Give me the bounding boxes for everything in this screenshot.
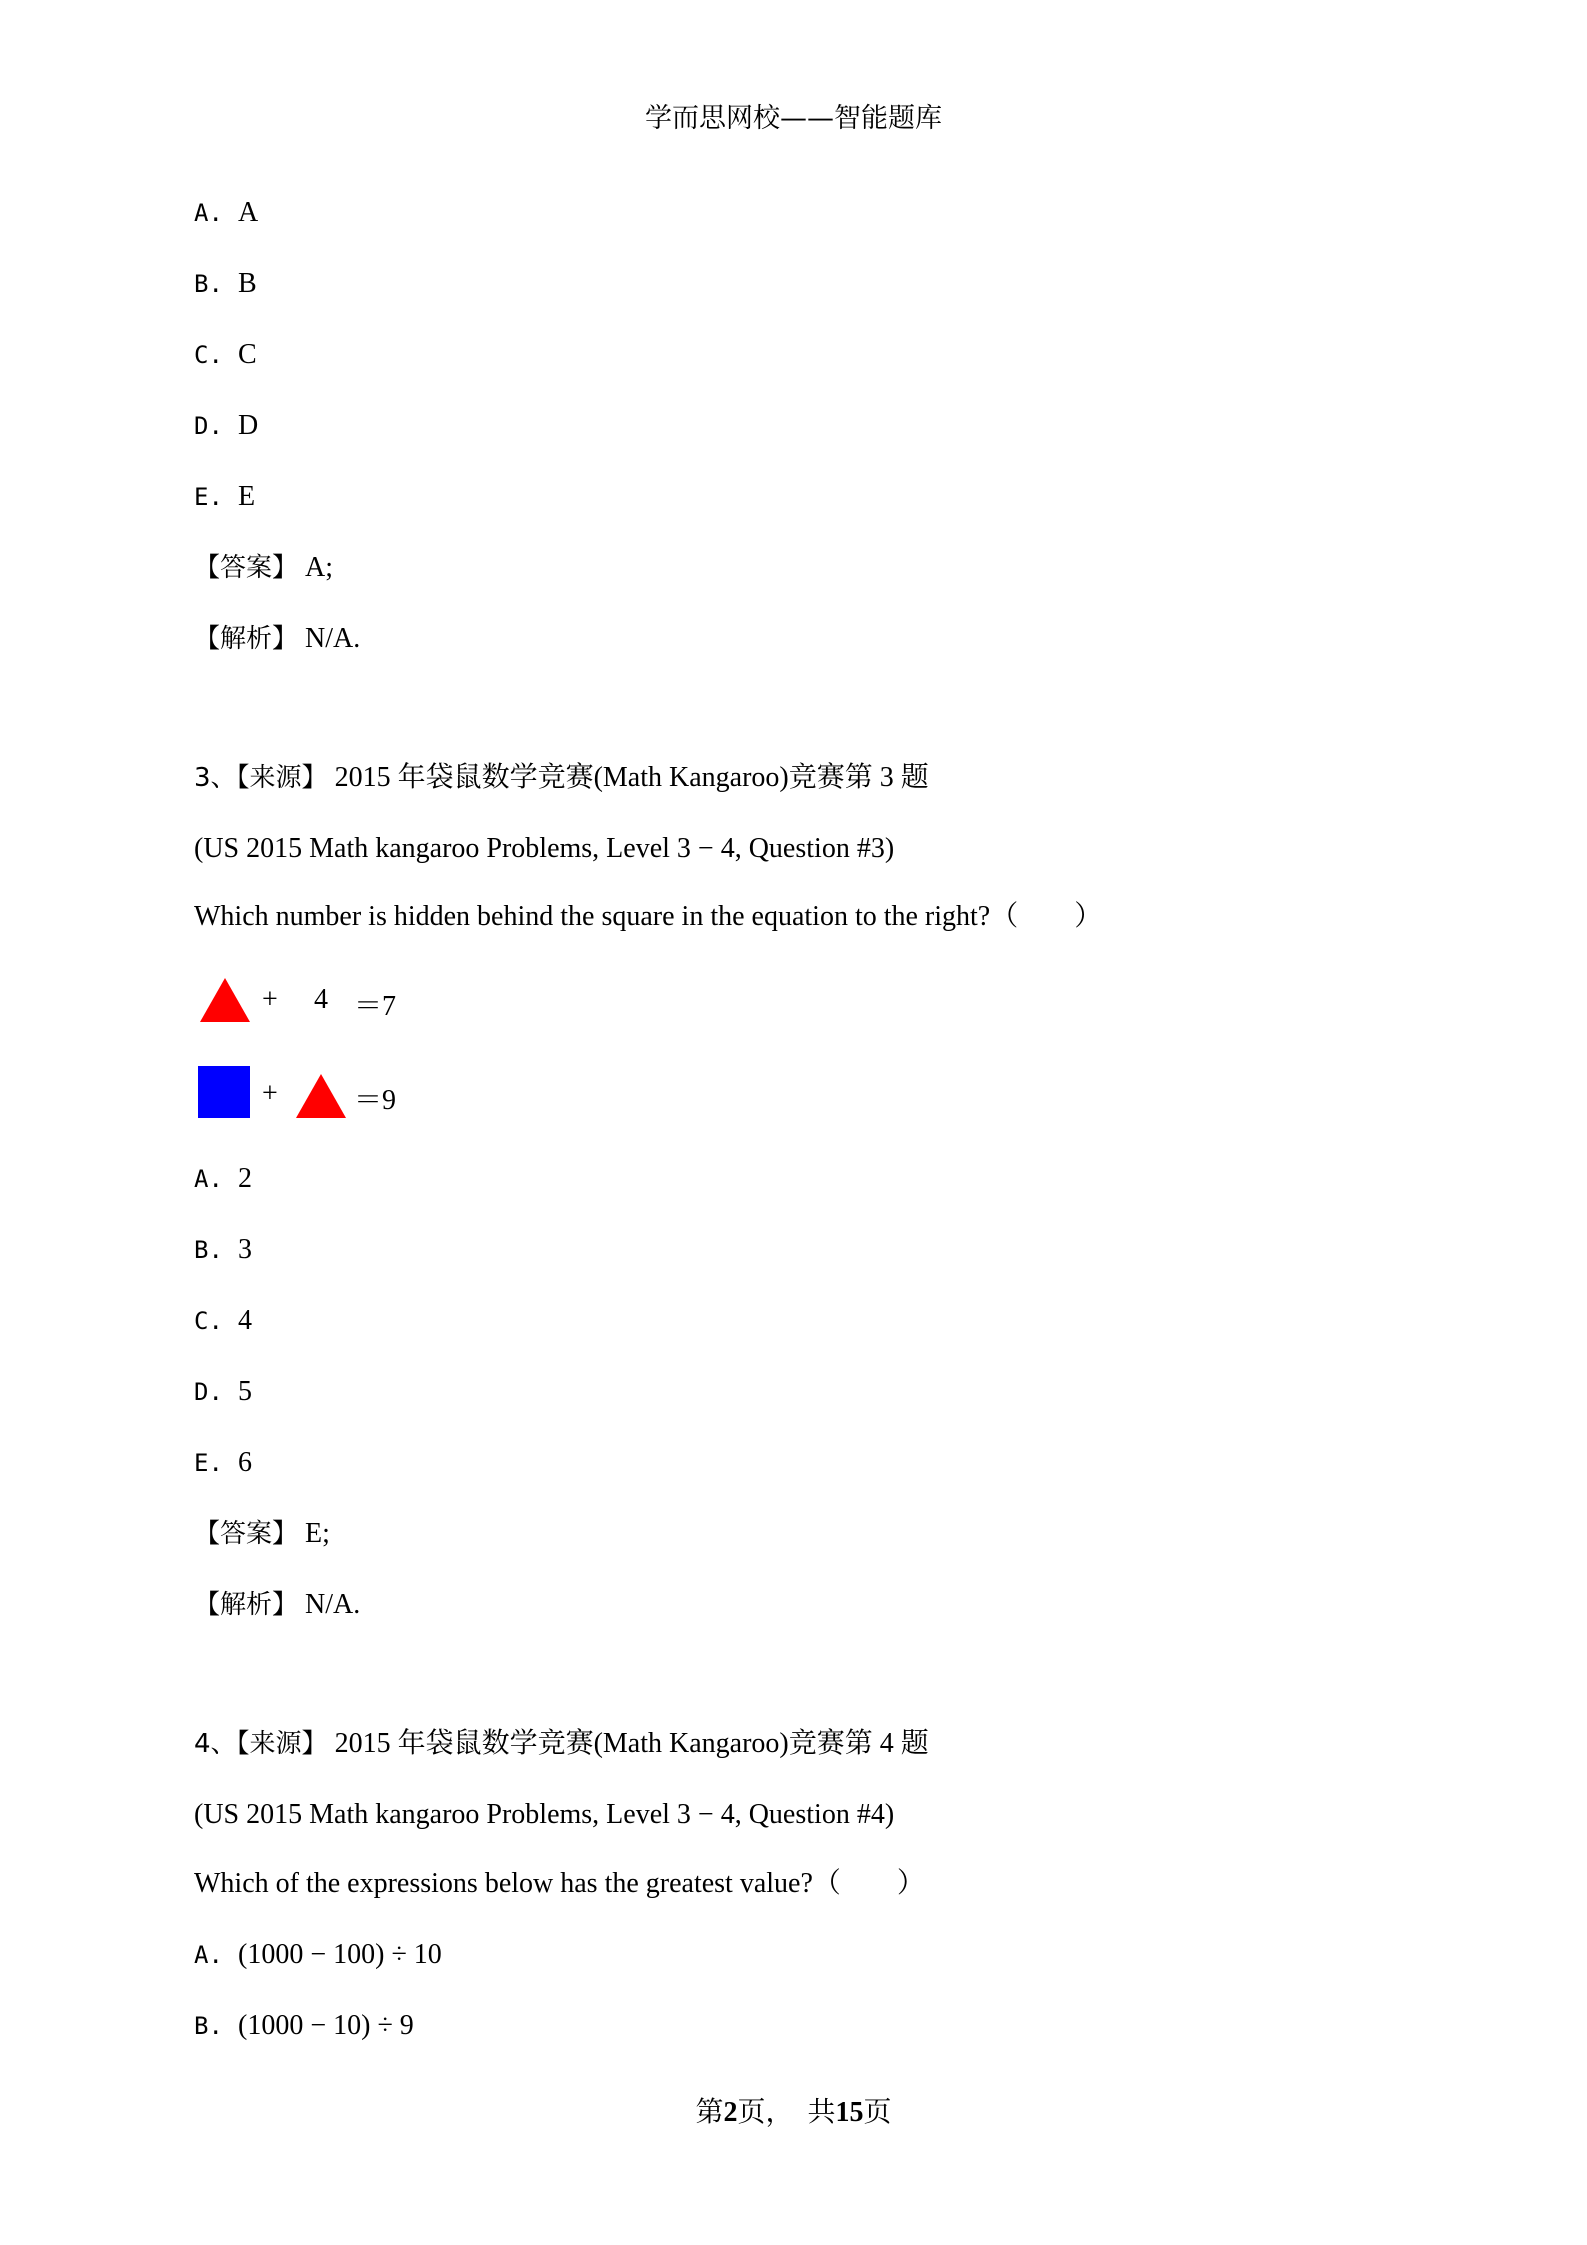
q2-analysis: 【解析】 N/A. <box>194 623 361 654</box>
q4-source: 4、【来源】 2015 年袋鼠数学竞赛(Math Kangaroo)竞赛第 4 题 <box>194 1728 929 1759</box>
q3-equation-2 <box>194 1066 494 1126</box>
page-header: 学而思网校——智能题库 <box>645 103 942 134</box>
q4-question: Which of the expressions below has the greatest value?（ ） <box>194 1868 925 1899</box>
q3-option-a: A. 2 <box>194 1163 252 1194</box>
q3-option-d: D. 5 <box>194 1376 252 1407</box>
plus-sign: + <box>262 984 278 1015</box>
q2-option-d: D. D <box>194 410 259 441</box>
equals-result: ＝7 <box>354 991 397 1022</box>
q3-equation-1 <box>194 970 494 1030</box>
plus-sign: + <box>262 1078 278 1109</box>
addend: 4 <box>314 984 328 1015</box>
q2-option-b: B. B <box>194 268 257 299</box>
equals-result: ＝9 <box>354 1085 397 1116</box>
q3-option-e: E. 6 <box>194 1447 252 1478</box>
q3-source: 3、【来源】 2015 年袋鼠数学竞赛(Math Kangaroo)竞赛第 3 题 <box>194 762 929 793</box>
q2-answer: 【答案】 A; <box>194 552 334 583</box>
q3-analysis: 【解析】 N/A. <box>194 1589 361 1620</box>
red-triangle-icon <box>294 1072 348 1120</box>
q3-answer: 【答案】 E; <box>194 1518 330 1549</box>
q3-option-c: C. 4 <box>194 1305 252 1336</box>
page-footer: 第2页， 共15页 <box>695 2095 892 2128</box>
q2-option-c: C. C <box>194 339 257 370</box>
q3-reference: (US 2015 Math kangaroo Problems, Level 3 − 4, Question #3) <box>194 833 895 864</box>
blue-square-icon <box>198 1066 252 1120</box>
q4-reference: (US 2015 Math kangaroo Problems, Level 3 − 4, Question #4) <box>194 1799 895 1830</box>
q3-question: Which number is hidden behind the square in the equation to the right?（ ） <box>194 901 1103 932</box>
q4-option-a: A. (1000 − 100) ÷ 10 <box>194 1939 442 1970</box>
q2-option-e: E. E <box>194 481 256 512</box>
q3-option-b: B. 3 <box>194 1234 252 1265</box>
q2-option-a: A. A <box>194 197 259 228</box>
red-triangle-icon <box>198 976 252 1024</box>
q4-option-b: B. (1000 − 10) ÷ 9 <box>194 2010 414 2041</box>
